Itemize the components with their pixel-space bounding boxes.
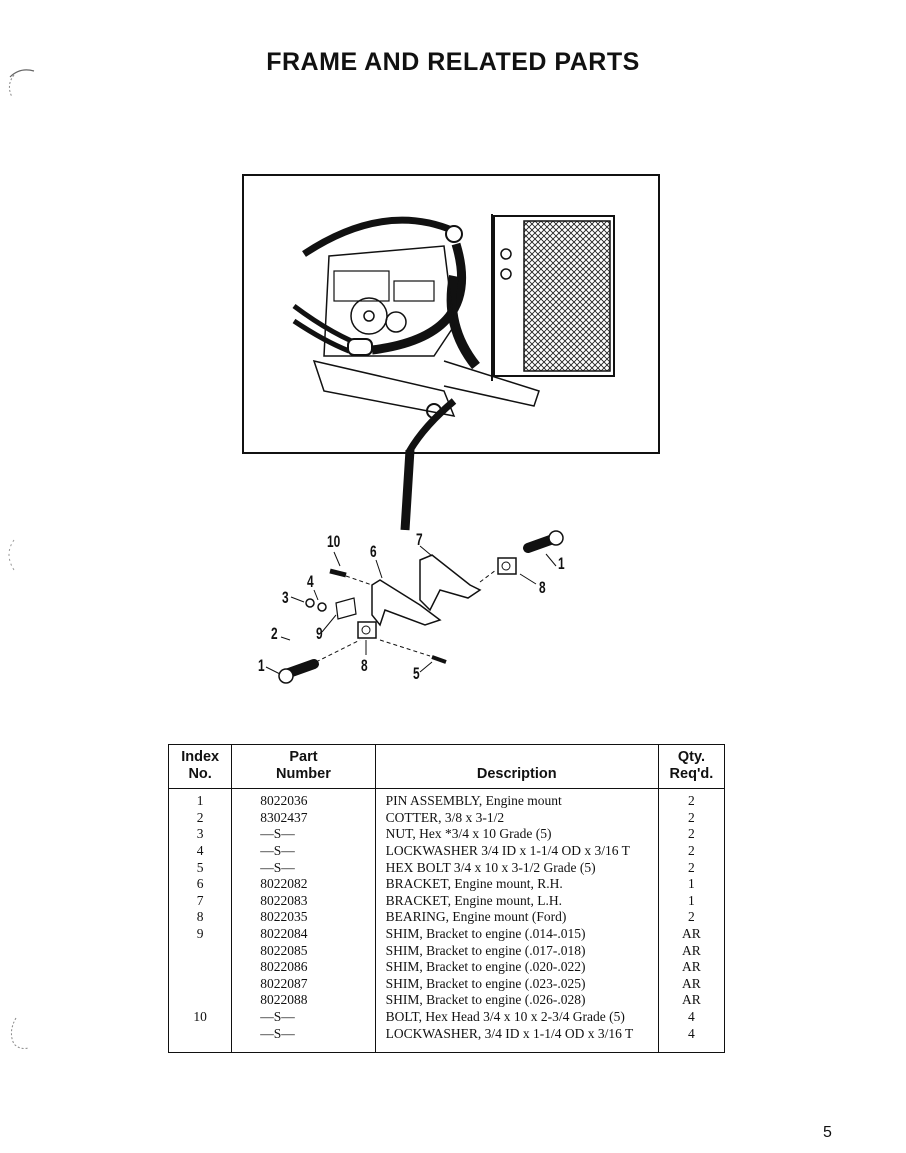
callout-label: 5 [413,664,420,683]
table-row [169,926,725,943]
table-row [169,909,725,926]
part-number-cell: 8022084 [232,926,375,943]
table-row [169,859,725,876]
table-row [169,893,725,910]
description-cell: BRACKET, Engine mount, L.H. [375,893,658,910]
callout-label: 10 [327,532,341,551]
part-number-cell: —S— [232,859,375,876]
part-number-cell: 8022087 [232,976,375,993]
index-cell: 8 [169,909,232,926]
part-number-cell: 8022088 [232,992,375,1009]
qty-cell: AR [658,976,724,993]
qty-cell: 2 [658,909,724,926]
callout-label: 9 [316,624,323,643]
index-cell: 4 [169,843,232,860]
part-number-cell: —S— [232,826,375,843]
part-number-cell: —S— [232,1025,375,1052]
callout-label: 8 [361,656,368,675]
description-cell: BEARING, Engine mount (Ford) [375,909,658,926]
description-cell: BOLT, Hex Head 3/4 x 10 x 2-3/4 Grade (5) [375,1009,658,1026]
header-index: Index No. [169,745,232,789]
index-cell: 1 [169,789,232,810]
callout-label: 2 [271,624,278,643]
binder-hole-mark [0,1010,40,1060]
index-cell: 6 [169,876,232,893]
engine-photo [242,174,660,454]
callout-label: 7 [416,530,423,549]
qty-cell: 2 [658,843,724,860]
index-cell: 10 [169,1009,232,1026]
exploded-parts-diagram [240,450,600,700]
table-row [169,876,725,893]
qty-cell: 1 [658,876,724,893]
part-number-cell: —S— [232,1009,375,1026]
binder-hole-mark [0,530,40,580]
callout-label: 8 [539,578,546,597]
mount-bracket-illustration [240,450,600,700]
description-cell: BRACKET, Engine mount, R.H. [375,876,658,893]
qty-cell: 2 [658,826,724,843]
callout-label: 1 [258,656,265,675]
index-cell: 7 [169,893,232,910]
description-cell: COTTER, 3/8 x 3-1/2 [375,810,658,827]
callout-label: 4 [307,572,314,591]
part-number-cell: 8022035 [232,909,375,926]
index-cell [169,942,232,959]
table-row [169,826,725,843]
qty-cell: 1 [658,893,724,910]
description-cell: SHIM, Bracket to engine (.026-.028) [375,992,658,1009]
index-cell [169,992,232,1009]
description-cell: SHIM, Bracket to engine (.020-.022) [375,959,658,976]
description-cell: SHIM, Bracket to engine (.014-.015) [375,926,658,943]
index-cell [169,1025,232,1052]
qty-cell: 2 [658,789,724,810]
qty-cell: AR [658,992,724,1009]
table-row [169,1025,725,1052]
index-cell: 3 [169,826,232,843]
engine-illustration [244,176,658,452]
table-row [169,992,725,1009]
header-part-number: Part Number [232,745,375,789]
header-qty: Qty. Req'd. [658,745,724,789]
table-row [169,843,725,860]
header-description: Description [375,745,658,789]
qty-cell: AR [658,959,724,976]
callout-label: 3 [282,588,289,607]
description-cell: SHIM, Bracket to engine (.017-.018) [375,942,658,959]
description-cell: LOCKWASHER 3/4 ID x 1-1/4 OD x 3/16 T [375,843,658,860]
qty-cell: AR [658,926,724,943]
description-cell: SHIM, Bracket to engine (.023-.025) [375,976,658,993]
part-number-cell: 8022082 [232,876,375,893]
qty-cell: 2 [658,859,724,876]
description-cell: HEX BOLT 3/4 x 10 x 3-1/2 Grade (5) [375,859,658,876]
index-cell [169,976,232,993]
qty-cell: AR [658,942,724,959]
part-number-cell: 8022036 [232,789,375,810]
part-number-cell: 8022085 [232,942,375,959]
qty-cell: 4 [658,1025,724,1052]
table-row [169,1009,725,1026]
index-cell: 9 [169,926,232,943]
qty-cell: 4 [658,1009,724,1026]
part-number-cell: —S— [232,843,375,860]
table-row [169,810,725,827]
page-number: 5 [823,1124,832,1141]
table-header-row [169,745,725,789]
qty-cell: 2 [658,810,724,827]
description-cell: LOCKWASHER, 3/4 ID x 1-1/4 OD x 3/16 T [375,1025,658,1052]
description-cell: NUT, Hex *3/4 x 10 Grade (5) [375,826,658,843]
page-title: FRAME AND RELATED PARTS [266,48,640,76]
callout-label: 1 [558,554,565,573]
table-row [169,976,725,993]
index-cell: 2 [169,810,232,827]
index-cell: 5 [169,859,232,876]
part-number-cell: 8022086 [232,959,375,976]
table-row [169,789,725,810]
table-row [169,942,725,959]
part-number-cell: 8022083 [232,893,375,910]
description-cell: PIN ASSEMBLY, Engine mount [375,789,658,810]
part-number-cell: 8302437 [232,810,375,827]
table-row [169,959,725,976]
callout-label: 6 [370,542,377,561]
index-cell [169,959,232,976]
parts-table [168,744,725,1053]
